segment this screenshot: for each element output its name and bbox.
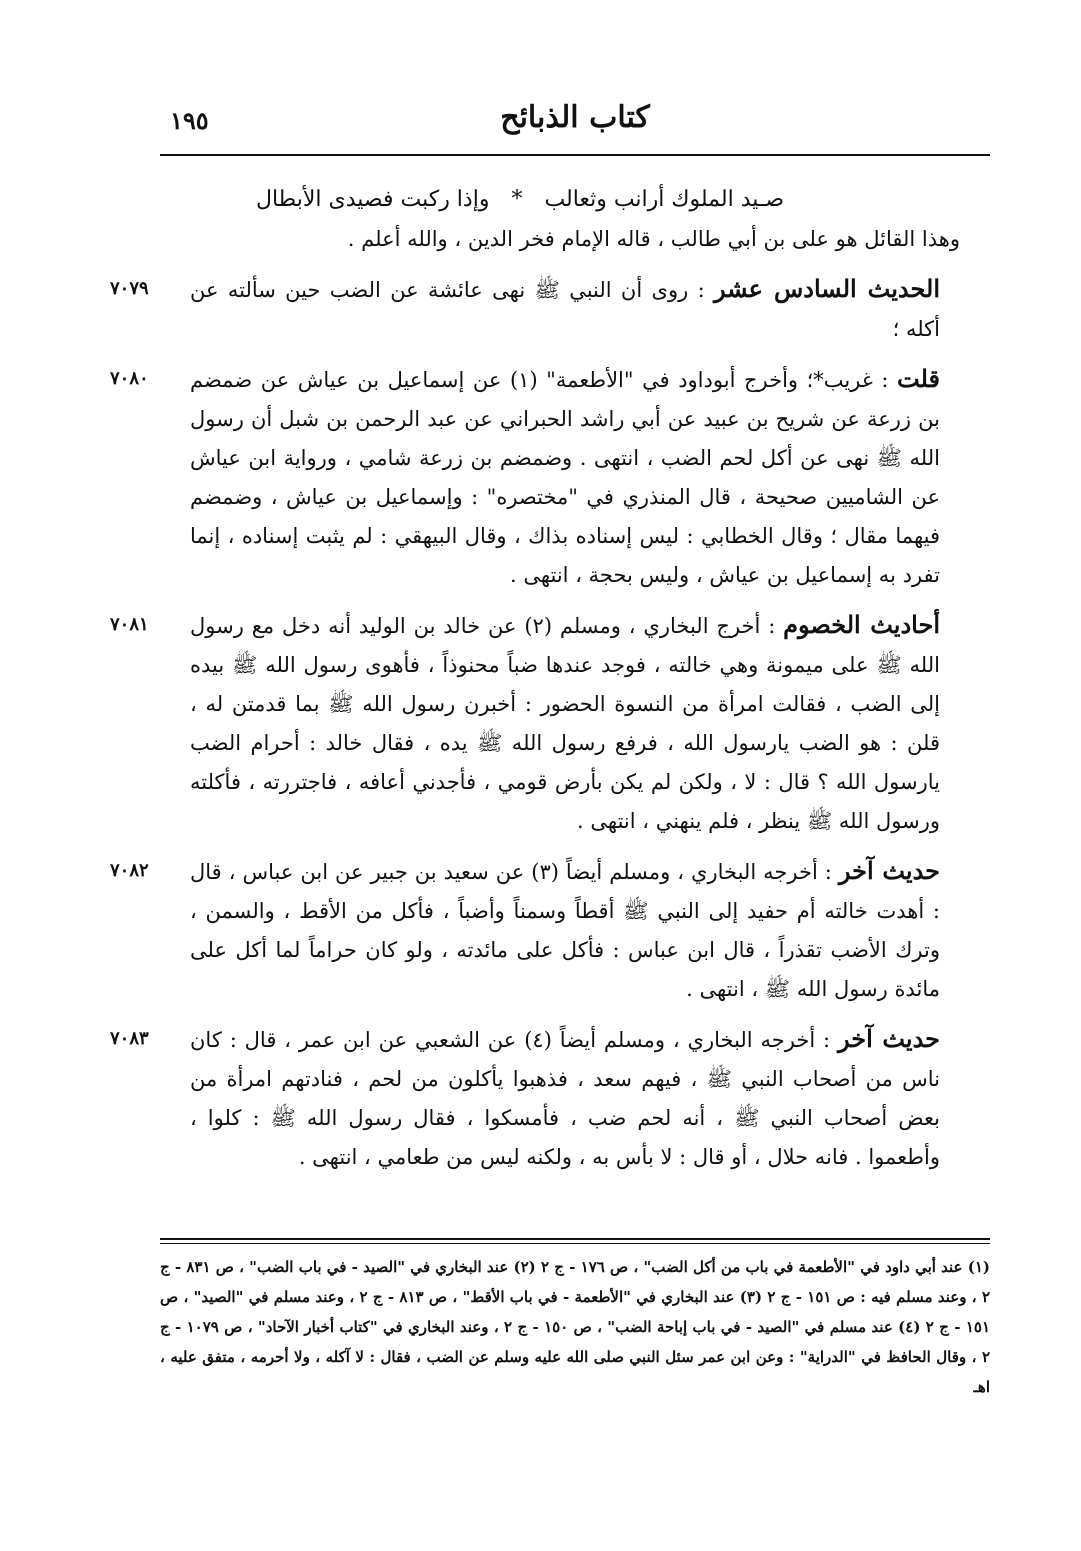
verse-second-half: وإذا ركبت فصيدى الأبطال [255,187,490,212]
verse-first-half: صـيد الملوك أرانب وثعالب [544,187,785,212]
hadith-number: ٧٠٨٣ [110,1028,149,1049]
verse-separator: * [511,187,523,212]
hadith-number: ٧٠٨٠ [110,368,149,389]
footnote-divider-thin [160,1243,990,1244]
intro-text: وهذا القائل هو على بن أبي طالب ، قاله الإمام فخر الدين ، والله أعلم . [347,227,960,251]
hadith-heading: قلت [897,364,940,393]
hadith-number: ٧٠٨١ [110,614,149,635]
hadith-paragraph [110,605,990,841]
hadith-heading: حديث آخر [838,1024,941,1053]
page-number: ١٩٥ [170,106,209,135]
page-title: كتاب الذبائح [500,100,650,135]
page-header [160,96,990,156]
hadith-heading: حديث آخر [838,856,941,885]
hadith-number: ٧٠٧٩ [110,278,149,299]
page-body [110,180,990,1187]
hadith-text: : غريب*؛ وأخرج أبوداود في "الأطعمة" (١) عن إسماعيل بن عياش عن ضمضم بن زرعة عن شريح بن عبيد عن أبي راشد الحبراني عن عبد الرحمن بن شبل أن رسول الله ﷺ نهى عن أكل لحم الضب ، انتهى . وضمضم بن زرعة شامي ، ورواية ابن عياش عن الشاميين صحيحة ، قال المنذري في "مختصره" : وإسماعيل بن عياش ، وضمضم فيهما مقال ؛ وقال الخطابي : ليس إسناده بذاك ، وقال البيهقي : لم يثبت إسناده ، إنما تفرد به إسماعيل بن عياش ، وليس بحجة ، انتهى . [190,368,940,587]
poetry-verse [110,180,990,220]
hadith-text: : أخرجه البخاري ، ومسلم أيضاً (٣) عن سعيد بن جبير عن ابن عباس ، قال : أهدت خالته أم حفيد إلى النبي ﷺ أقطاً وسمناً وأضباً ، فأكل من الأقط ، والسمن ، وترك الأضب تقذراً ، قال ابن عباس : فأكل على مائدته ، ولو كان حراماً لما أكل على مائدة رسول الله ﷺ ، انتهى . [190,860,940,1001]
hadith-paragraph [110,269,990,349]
hadith-text: : روى أن النبي ﷺ نهى عائشة عن الضب حين سألته عن أكله ؛ [190,278,940,341]
hadith-heading: الحديث السادس عشر [714,274,940,303]
intro-paragraph [110,220,990,259]
footnote-divider [160,1238,990,1240]
hadith-paragraph [110,359,990,595]
hadith-text: : أخرج البخاري ، ومسلم (٢) عن خالد بن الوليد أنه دخل مع رسول الله ﷺ على ميمونة وهي خالته ، فوجد عندها ضباً محنوذاً ، فأهوى رسول الله ﷺ بيده إلى الضب ، فقالت امرأة من النسوة الحضور : أخبرن رسول الله ﷺ بما قدمتن له ، قلن : هو الضب يارسول الله ، فرفع رسول الله ﷺ يده ، فقال خالد : أحرام الضب يارسول الله ؟ قال : لا ، ولكن لم يكن بأرض قومي ، فأجدني أعافه ، فاجتررته ، فأكلته ورسول الله ﷺ ينظر ، فلم ينهني ، انتهى . [190,614,940,833]
hadith-number: ٧٠٨٢ [110,860,149,881]
hadith-paragraph [110,851,990,1009]
footnotes: (١) عند أبي داود في "الأطعمة في باب من أكل الضب" ، ص ١٧٦ - ج ٢ (٢) عند البخاري في "الصيد - في باب الضب" ، ص ٨٣١ - ج ٢ ، وعند مسلم فيه : ص ١٥١ - ج ٢ (٣) عند البخاري في "الأطعمة - في باب الأقط" ، ص ٨١٣ - ج ٢ ، وعند مسلم في "الصيد" ، ص ١٥١ - ج ٢ (٤) عند مسلم في "الصيد - في باب إباحة الضب" ، ص ١٥٠ - ج ٢ ، وعند البخاري في "كتاب أخبار الآحاد" ، ص ١٠٧٩ - ج ٢ ، وقال الحافظ في "الدراية" : وعن ابن عمر سئل النبي صلى الله عليه وسلم عن الضب ، فقال : لا آكله ، ولا أحرمه ، متفق عليه ، اهـ [160,1258,990,1396]
hadith-paragraph [110,1019,990,1177]
hadith-text: : أخرجه البخاري ، ومسلم أيضاً (٤) عن الشعبي عن ابن عمر ، قال : كان ناس من أصحاب النبي ﷺ ، فيهم سعد ، فذهبوا يأكلون من لحم ، فنادتهم امرأة من بعض أصحاب النبي ﷺ ، أنه لحم ضب ، فأمسكوا ، فقال رسول الله ﷺ : كلوا ، وأطعموا . فانه حلال ، أو قال : لا بأس به ، ولكنه ليس من طعامي ، انتهى . [190,1028,940,1169]
hadith-heading: أحاديث الخصوم [783,610,940,639]
